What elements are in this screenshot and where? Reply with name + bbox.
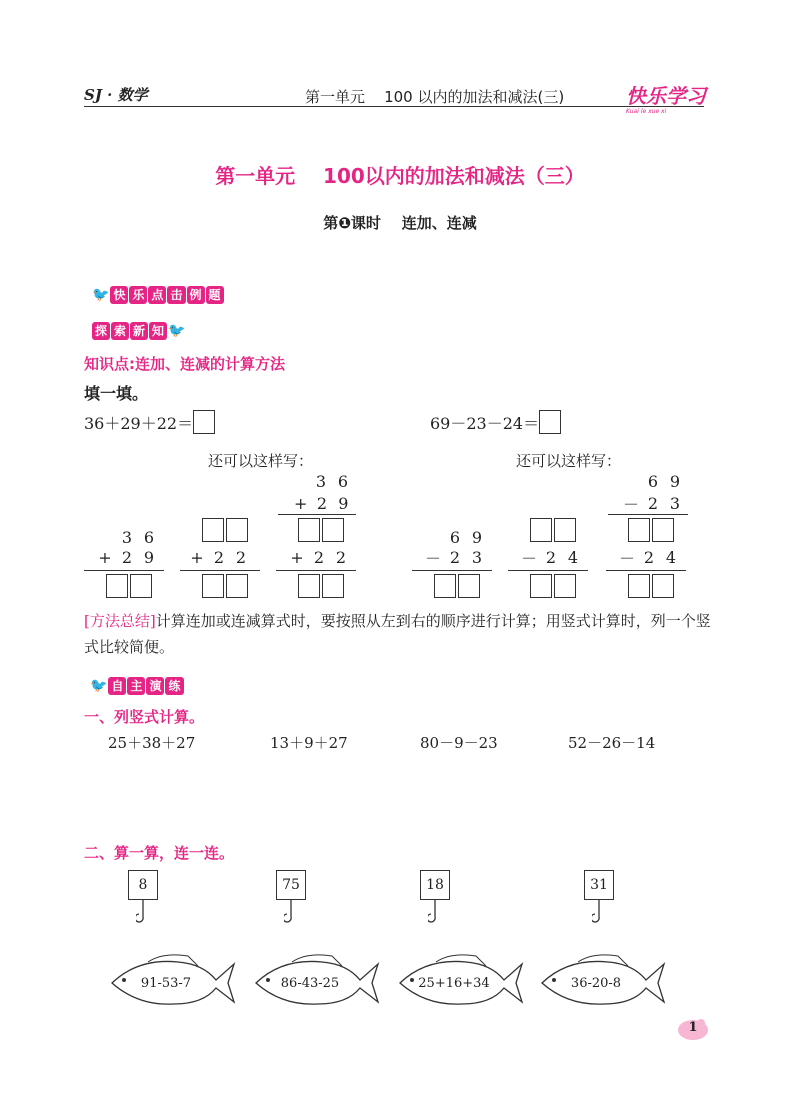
vertical-row [606, 546, 682, 568]
badge-char: 快 [110, 286, 128, 304]
brand-logo: 快乐学习 [626, 84, 706, 108]
answer-box[interactable] [652, 518, 674, 542]
digit: 3 [121, 527, 133, 547]
answer-box[interactable] [554, 574, 576, 598]
fill-title: 填一填。 [84, 384, 149, 403]
digit: 2 [316, 493, 328, 513]
answer-box[interactable] [530, 518, 552, 542]
vertical-line [84, 570, 164, 571]
vertical-row [96, 526, 160, 548]
vertical-row [180, 546, 252, 568]
example-badge [92, 286, 224, 304]
digit: 9 [338, 493, 349, 513]
digit: 6 [143, 527, 155, 547]
carry-boxes [530, 518, 576, 542]
hook-icon [136, 900, 150, 926]
answer-box[interactable] [193, 410, 215, 434]
answer-box[interactable] [539, 410, 561, 434]
answer-box[interactable] [530, 574, 552, 598]
result-boxes [434, 574, 480, 598]
answer-box[interactable] [298, 574, 320, 598]
answer-box[interactable] [628, 518, 650, 542]
vertical-line [606, 570, 686, 571]
answer-box[interactable] [202, 518, 224, 542]
answer-box[interactable] [322, 574, 344, 598]
badge-char: 乐 [129, 286, 147, 304]
bird-icon: 🐦 [168, 323, 186, 339]
vertical-line [608, 514, 688, 515]
vertical-line [508, 570, 588, 571]
operator: － [424, 548, 441, 568]
vertical-row [276, 546, 352, 568]
result-boxes [106, 574, 152, 598]
number-card[interactable]: 31 [584, 870, 614, 900]
fish-expression: 36-20-8 [570, 976, 622, 991]
carry-boxes [202, 518, 248, 542]
vertical-row [622, 470, 686, 492]
digit: 2 [235, 547, 247, 567]
digit: 9 [143, 547, 155, 567]
answer-box[interactable] [226, 574, 248, 598]
answer-box[interactable] [202, 574, 224, 598]
badge-char: 主 [127, 677, 145, 695]
badge-char: 例 [187, 286, 205, 304]
number-card[interactable]: 8 [128, 870, 158, 900]
result-boxes [628, 574, 674, 598]
digit: 9 [669, 471, 681, 491]
answer-box[interactable] [458, 574, 480, 598]
left-also-label: 还可以这样写： [208, 452, 314, 470]
answer-box[interactable] [652, 574, 674, 598]
practice-badge [90, 677, 184, 695]
vertical-line [412, 570, 492, 571]
operator: － [622, 494, 639, 514]
vertical-row [610, 492, 686, 514]
vertical-row [508, 546, 584, 568]
operator: + [293, 493, 308, 513]
header-subject: SJ · 数学 [84, 86, 148, 104]
fish-expression: 25+16+34 [418, 976, 490, 991]
lesson-subtitle: 第❶课时 连加、连减 [323, 214, 477, 232]
vertical-row [290, 470, 354, 492]
digit: 2 [313, 547, 325, 567]
badge-char: 新 [130, 322, 148, 340]
digit: 4 [665, 547, 677, 567]
result-boxes [628, 518, 674, 542]
digit: 2 [335, 547, 347, 567]
badge-char: 知 [149, 322, 167, 340]
operator: － [520, 548, 537, 568]
left-equation [84, 410, 215, 434]
hook-icon [284, 900, 298, 926]
digit: 2 [449, 547, 461, 567]
result-boxes [530, 574, 576, 598]
badge-char: 练 [165, 677, 183, 695]
fish-expression: 91-53-7 [140, 976, 192, 991]
answer-box[interactable] [298, 518, 320, 542]
fish-expression: 86-43-25 [280, 976, 340, 991]
right-equation [430, 410, 561, 434]
method-tag: [方法总结] [84, 612, 156, 630]
digit: 2 [545, 547, 557, 567]
vertical-line [276, 570, 356, 571]
right-also-label: 还可以这样写： [516, 452, 622, 470]
answer-box[interactable] [434, 574, 456, 598]
vertical-row [412, 546, 488, 568]
badge-char: 点 [148, 286, 166, 304]
problem: 52－26－14 [568, 734, 656, 752]
problem: 25＋38＋27 [108, 734, 196, 752]
hook-icon [592, 900, 606, 926]
page-number-text: 1 [688, 1020, 698, 1035]
digit: 6 [449, 527, 461, 547]
badge-char: 击 [167, 286, 185, 304]
answer-box[interactable] [106, 574, 128, 598]
digit: 2 [213, 547, 225, 567]
problem: 80－9－23 [420, 734, 498, 752]
operator: － [618, 548, 635, 568]
vertical-line [278, 514, 356, 515]
answer-box[interactable] [130, 574, 152, 598]
operator: + [98, 547, 112, 567]
operator: + [190, 547, 204, 567]
digit: 9 [471, 527, 483, 547]
result-boxes [298, 574, 344, 598]
brand-logo-sub: Kuai le xue xi [626, 108, 667, 115]
answer-box[interactable] [226, 518, 248, 542]
answer-box[interactable] [322, 518, 344, 542]
page-number [676, 1016, 710, 1042]
bird-icon: 🐦 [90, 678, 108, 694]
problem: 13＋9＋27 [270, 734, 348, 752]
method-summary [84, 608, 716, 660]
vertical-row [290, 492, 354, 514]
answer-box[interactable] [628, 574, 650, 598]
digit: 4 [567, 547, 579, 567]
digit: 6 [647, 471, 659, 491]
digit: 3 [669, 493, 681, 513]
answer-box[interactable] [554, 518, 576, 542]
operator: + [290, 547, 304, 567]
result-boxes [202, 574, 248, 598]
digit: 6 [337, 471, 349, 491]
badge-char: 题 [206, 286, 224, 304]
section-1-title: 一、列竖式计算。 [84, 708, 205, 726]
badge-char: 自 [108, 677, 126, 695]
digit: 2 [643, 547, 655, 567]
badge-char: 演 [146, 677, 164, 695]
result-boxes [298, 518, 344, 542]
knowledge-point: 知识点:连加、连减的计算方法 [84, 355, 285, 373]
section-2-title: 二、算一算，连一连。 [84, 844, 235, 862]
equation-text: 69－23－24＝ [430, 413, 540, 433]
method-text: 计算连加或连减算式时，要按照从左到右的顺序进行计算；用竖式计算时，列一个竖式比较简便。 [84, 612, 711, 656]
page-title: 第一单元 100以内的加法和减法（三） [215, 164, 585, 188]
digit: 2 [647, 493, 659, 513]
digit: 3 [471, 547, 483, 567]
digit: 2 [121, 547, 133, 567]
number-card[interactable]: 75 [276, 870, 306, 900]
hook-icon [428, 900, 442, 926]
explore-badge [92, 322, 186, 340]
vertical-row [84, 546, 160, 568]
equation-text: 36＋29＋22＝ [84, 413, 194, 433]
bird-icon: 🐦 [92, 287, 110, 303]
header-unit-title: 第一单元 100 以内的加法和减法(三) [305, 88, 565, 106]
digit: 3 [315, 471, 327, 491]
number-card[interactable]: 18 [420, 870, 450, 900]
header-rule [84, 106, 704, 107]
badge-char: 探 [92, 322, 110, 340]
badge-char: 索 [111, 322, 129, 340]
vertical-line [180, 570, 260, 571]
